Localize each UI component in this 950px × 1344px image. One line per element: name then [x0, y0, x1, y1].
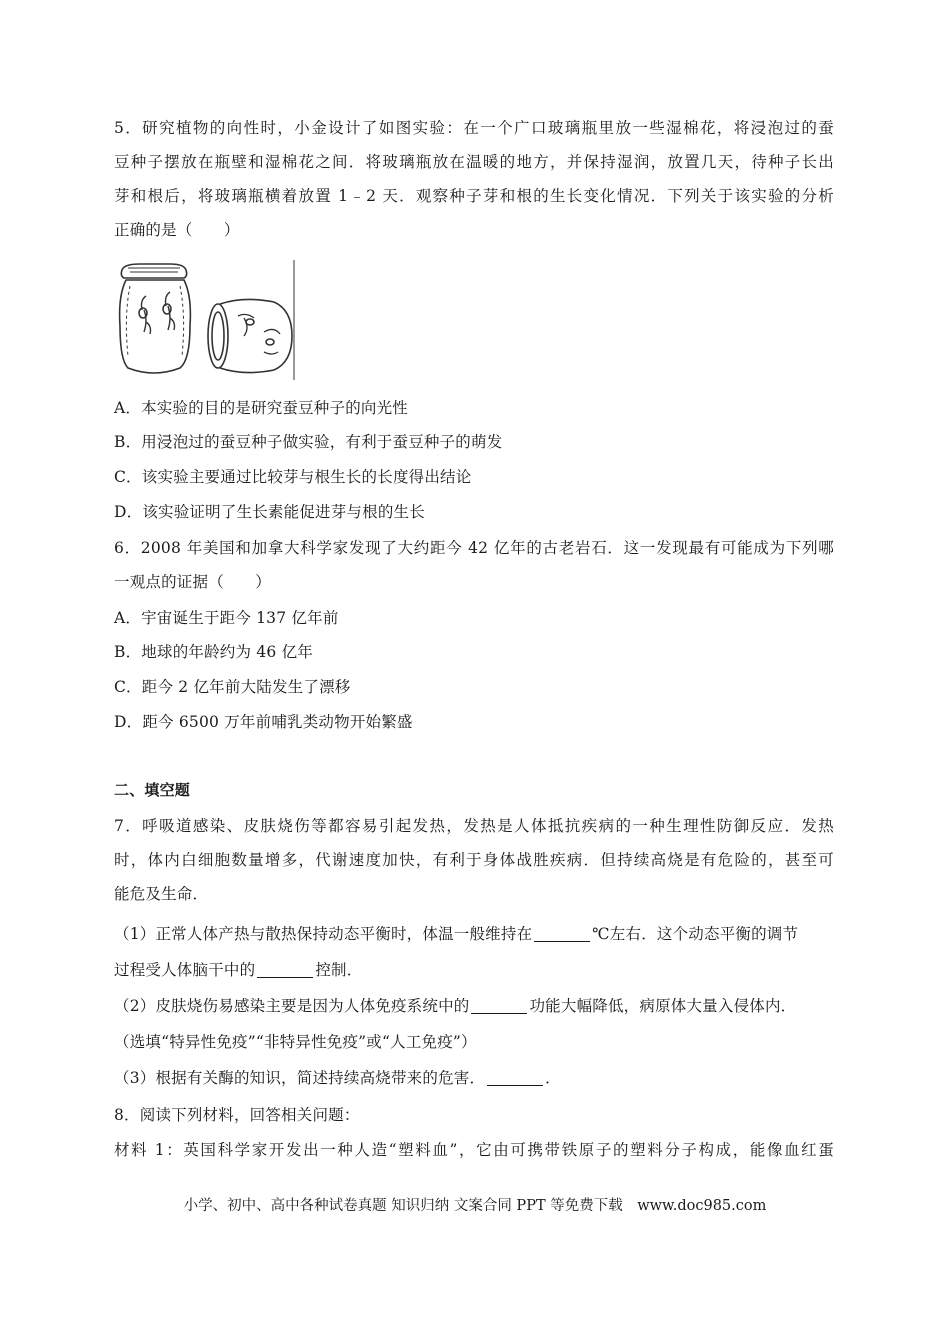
q7-part-3-line-1	[114, 1066, 561, 1088]
q8-stem-line-2: 材料 1：英国科学家开发出一种人造“塑料血”，它由可携带铁原子的塑料分子构成，能像血红蛋	[114, 1141, 834, 1159]
q7-stem-line-1: 7．呼吸道感染、皮肤烧伤等都容易引起发热，发热是人体抵抗疾病的一种生理性防御反应．发热	[114, 817, 834, 835]
q8-stem-line-1: 8．阅读下列材料，回答相关问题：	[114, 1106, 360, 1124]
q6-option-a: A．宇宙诞生于距今 137 亿年前	[114, 609, 339, 627]
q7-part-1-text-a: （1）正常人体产热与散热保持动态平衡时，体温一般维持在	[114, 925, 533, 943]
q7-part-1-text-b: ℃左右．这个动态平衡的调节	[592, 925, 799, 943]
q7-part-1-line-2	[114, 958, 362, 980]
q5-option-c: C．该实验主要通过比较芽与根生长的长度得出结论	[114, 468, 472, 486]
q5-stem-line-2: 豆种子摆放在瓶壁和湿棉花之间．将玻璃瓶放在温暖的地方，并保持湿润，放置几天，待种子长出	[114, 153, 834, 171]
page-footer: 小学、初中、高中各种试卷真题 知识归纳 文案合同 PPT 等免费下载 www.doc985.com	[183, 1198, 767, 1214]
answer-blank[interactable]	[534, 926, 590, 943]
q6-option-b: B．地球的年龄约为 46 亿年	[114, 643, 313, 661]
q7-part-2-text-b: 功能大幅降低，病原体大量入侵体内．	[529, 997, 797, 1015]
q5-stem-line-1: 5．研究植物的向性时，小金设计了如图实验：在一个广口玻璃瓶里放一些湿棉花，将浸泡过的蚕	[114, 119, 834, 137]
q7-part-2-line-2: （选填“特异性免疫”“非特异性免疫”或“人工免疫”）	[114, 1033, 477, 1051]
q7-stem-line-2: 时，体内白细胞数量增多，代谢速度加快，有利于身体战胜疾病．但持续高烧是有危险的，甚至可	[114, 851, 834, 869]
q5-stem-line-3: 芽和根后，将玻璃瓶横着放置 1﹣2 天．观察种子芽和根的生长变化情况．下列关于该实验的分析	[114, 187, 834, 205]
answer-blank[interactable]	[257, 962, 313, 979]
q7-part-1-text-d: 控制．	[315, 961, 363, 979]
q5-stem-line-4: 正确的是（ ）	[114, 221, 240, 239]
q6-stem-line-2: 一观点的证据（ ）	[114, 573, 272, 591]
q6-option-c: C．距今 2 亿年前大陆发生了漂移	[114, 678, 351, 696]
q7-part-1-line-1	[114, 922, 798, 944]
answer-blank[interactable]	[487, 1070, 543, 1087]
section-heading-fill-in: 二、填空题	[114, 781, 191, 799]
answer-blank[interactable]	[471, 998, 527, 1015]
q6-option-d: D．距今 6500 万年前哺乳类动物开始繁盛	[114, 713, 413, 731]
q7-part-2-line-1	[114, 994, 796, 1016]
q7-part-3-text-b: ．	[545, 1069, 561, 1087]
q7-stem-line-3: 能危及生命．	[114, 885, 209, 903]
q5-option-a: A．本实验的目的是研究蚕豆种子的向光性	[114, 399, 408, 417]
q7-part-1-text-c: 过程受人体脑干中的	[114, 961, 256, 979]
jar-experiment-figure	[114, 256, 296, 382]
q5-option-b: B．用浸泡过的蚕豆种子做实验，有利于蚕豆种子的萌发	[114, 433, 503, 451]
q6-stem-line-1: 6．2008 年美国和加拿大科学家发现了大约距今 42 亿年的古老岩石．这一发现最有可能成为下列哪	[114, 539, 834, 557]
q7-part-3-text-a: （3）根据有关酶的知识，简述持续高烧带来的危害．	[114, 1069, 486, 1087]
q7-part-2-text-a: （2）皮肤烧伤易感染主要是因为人体免疫系统中的	[114, 997, 470, 1015]
q5-option-d: D．该实验证明了生长素能促进芽与根的生长	[114, 503, 425, 521]
